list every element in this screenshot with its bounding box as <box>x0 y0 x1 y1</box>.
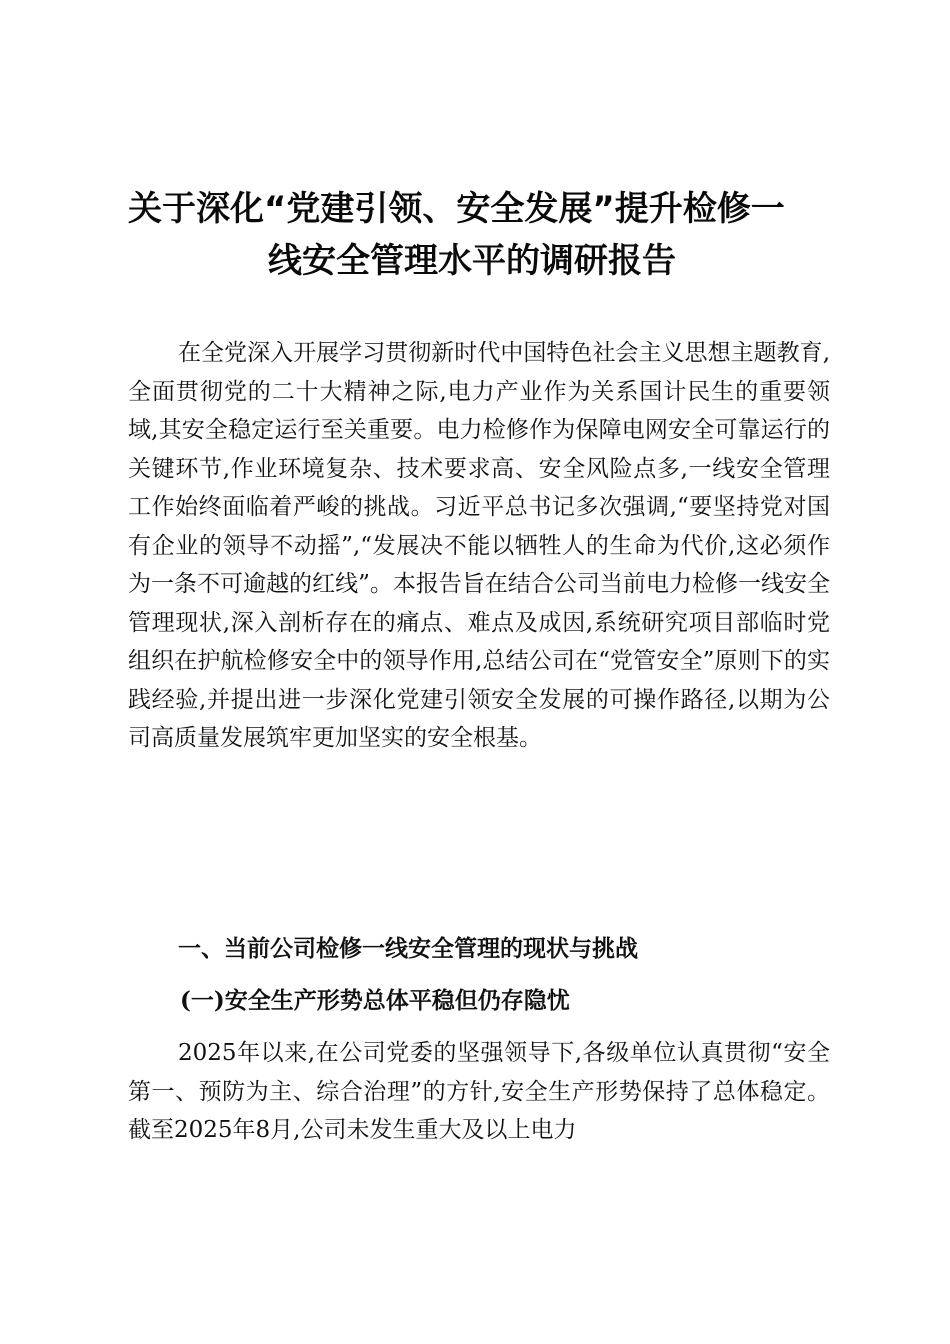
document-title <box>128 183 838 287</box>
body-paragraph: 2025年以来,在公司党委的坚强领导下,各级单位认真贯彻“安全第一、预防为主、综合治理”的方针,安全生产形势保持了总体稳定。截至2025年8月,公司未发生重大及以上电力 <box>128 1040 830 1143</box>
intro-paragraph: 在全党深入开展学习贯彻新时代中国特色社会主义思想主题教育,全面贯彻党的二十大精神之际,电力产业作为关系国计民生的重要领域,其安全稳定运行至关重要。电力检修作为保障电网安全可靠运行的关键环节,作业环境复杂、技术要求高、安全风险点多,一线安全管理工作始终面临着严峻的挑战。习近平总书记多次强调,“要坚持党对国有企业的领导不动摇”,“发展决不能以牺牲人的生命为代价,这必须作为一条不可逾越的红线”。本报告旨在结合公司当前电力检修一线安全管理现状,深入剖析存在的痛点、难点及成因,系统研究项目部临时党组织在护航检修安全中的领导作用,总结公司在“党管安全”原则下的实践经验,并提出进一步深化党建引领安全发展的可操作路径,以期为公司高质量发展筑牢更加坚实的安全根基。 <box>128 340 830 751</box>
title-line-1: 关于深化“党建引领、安全发展”提升检修一 <box>128 189 785 229</box>
section-heading: 一、当前公司检修一线安全管理的现状与挑战 <box>178 936 638 962</box>
subsection-heading: (一)安全生产形势总体平稳但仍存隐忧 <box>180 987 570 1014</box>
title-line-2: 线安全管理水平的调研报告 <box>268 241 676 281</box>
